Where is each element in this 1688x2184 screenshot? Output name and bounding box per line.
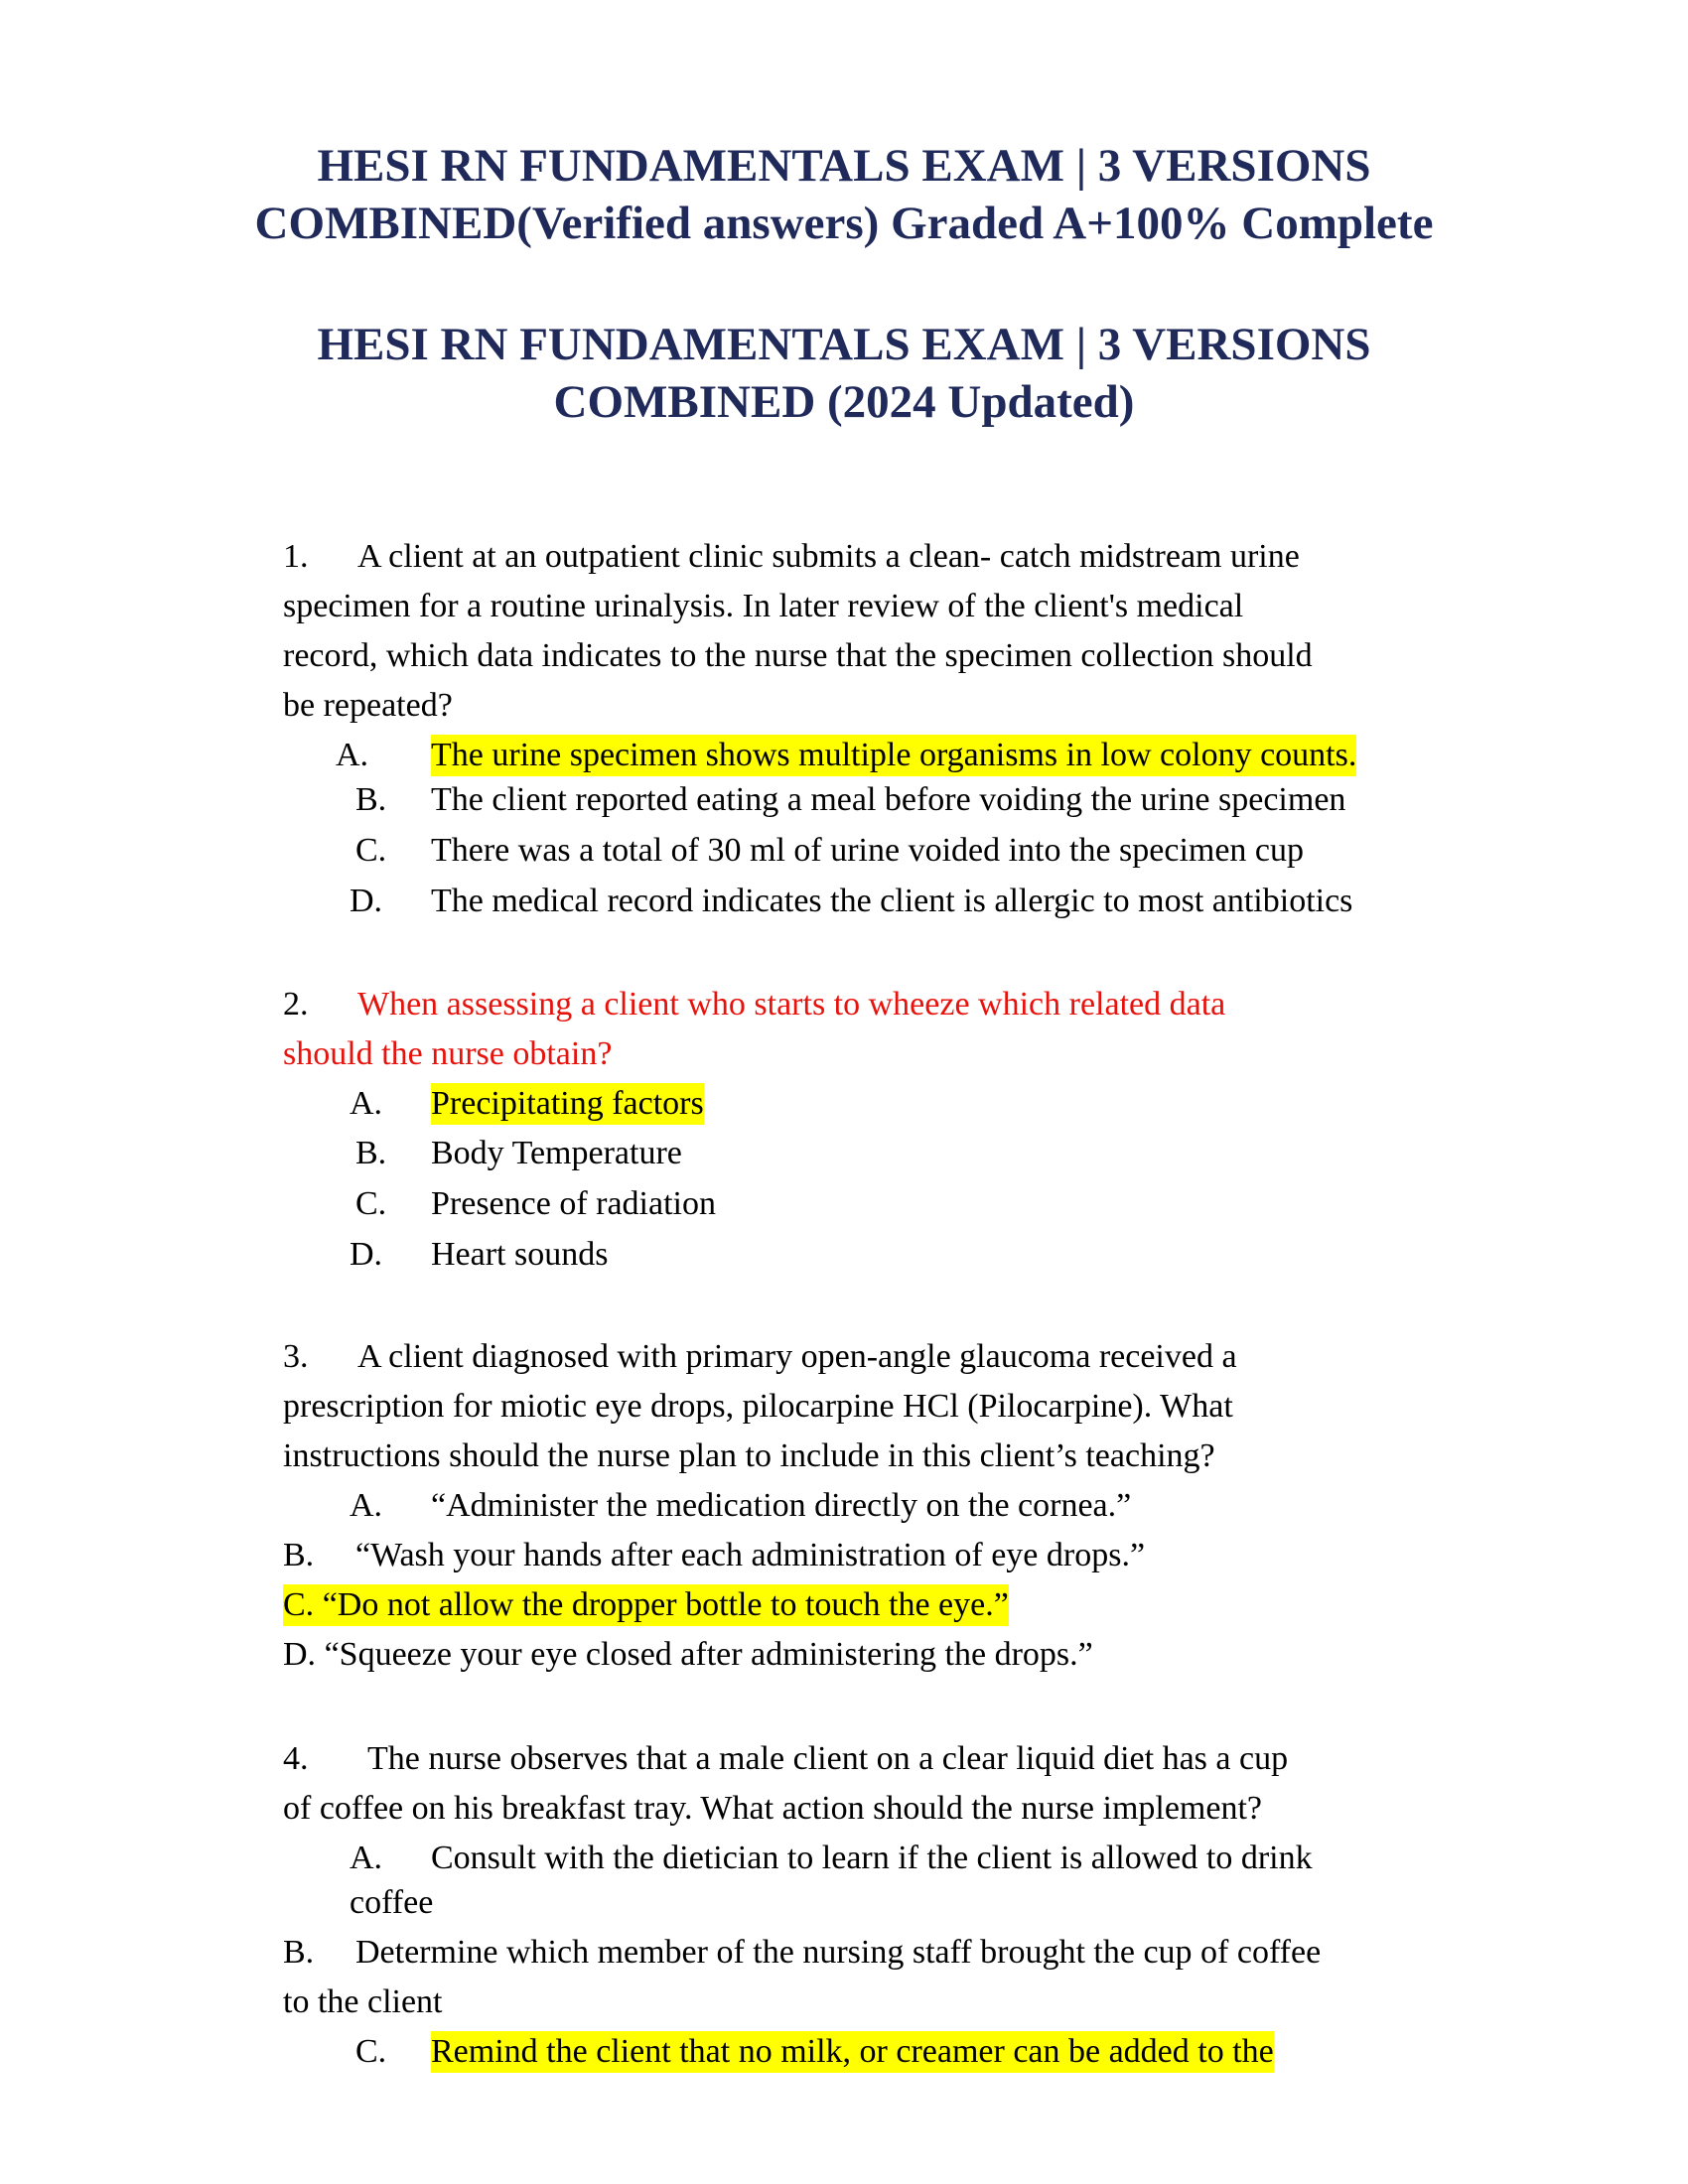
answer-option: Body Temperature [431, 1135, 682, 1171]
question-stem-line: be repeated? [283, 687, 453, 724]
answer-option: The medical record indicates the client is allergic to most antibiotics [431, 883, 1353, 919]
option-letter: B. [355, 781, 387, 818]
option-letter: D. [283, 1636, 317, 1673]
option-text: “Do not allow the dropper bottle to touch the eye.” [322, 1586, 1009, 1623]
answer-option-correct [283, 1584, 1009, 1626]
question-stem-line: record, which data indicates to the nurse that the specimen collection should [283, 637, 1313, 674]
option-letter: B. [283, 1537, 315, 1573]
option-letter: B. [283, 1934, 315, 1971]
question-stem-line: A client at an outpatient clinic submits a clean- catch midstream urine [357, 538, 1300, 575]
question-stem-line: specimen for a routine urinalysis. In later review of the client's medical [283, 588, 1244, 624]
option-letter: A. [350, 1085, 383, 1122]
question-stem-line: prescription for miotic eye drops, pilocarpine HCl (Pilocarpine). What [283, 1388, 1233, 1425]
question-number: 4. [283, 1740, 309, 1777]
answer-option-continuation: to the client [283, 1983, 443, 2020]
question-number: 1. [283, 538, 309, 575]
option-letter: B. [355, 1135, 387, 1171]
question-stem-line: of coffee on his breakfast tray. What action should the nurse implement? [283, 1790, 1262, 1827]
option-letter: C. [355, 1185, 387, 1222]
answer-option-continuation: coffee [350, 1884, 434, 1921]
document-title-1 [0, 137, 1688, 252]
answer-option: “Administer the medication directly on the cornea.” [431, 1487, 1132, 1524]
option-letter: A. [336, 737, 369, 773]
answer-option: The client reported eating a meal before voiding the urine specimen [431, 781, 1346, 818]
option-letter: C. [355, 2033, 387, 2070]
option-letter: A. [350, 1487, 383, 1524]
answer-option [283, 1634, 1093, 1676]
question-stem-line: The nurse observes that a male client on a clear liquid diet has a cup [367, 1740, 1289, 1777]
question-stem-line: When assessing a client who starts to wheeze which related data [357, 986, 1226, 1023]
answer-option: There was a total of 30 ml of urine voided into the specimen cup [431, 832, 1305, 869]
answer-option: “Wash your hands after each administration of eye drops.” [355, 1537, 1146, 1573]
title-2-line-2: COMBINED (2024 Updated) [553, 376, 1135, 428]
option-letter: C. [355, 832, 387, 869]
question-number: 2. [283, 986, 309, 1023]
answer-option: Consult with the dietician to learn if the client is allowed to drink [431, 1840, 1313, 1876]
answer-option: Heart sounds [431, 1236, 609, 1273]
answer-option-correct: The urine specimen shows multiple organisms in low colony counts. [431, 735, 1356, 776]
title-1-line-2: COMBINED(Verified answers) Graded A+100% Complete [254, 198, 1434, 249]
question-stem-line: instructions should the nurse plan to include in this client’s teaching? [283, 1437, 1215, 1474]
option-letter: C. [283, 1586, 315, 1623]
option-letter: A. [350, 1840, 383, 1876]
answer-option: Determine which member of the nursing staff brought the cup of coffee [355, 1934, 1322, 1971]
question-stem-line: A client diagnosed with primary open-angle glaucoma received a [357, 1338, 1237, 1375]
document-title-2 [0, 316, 1688, 431]
option-text: “Squeeze your eye closed after administering the drops.” [324, 1636, 1093, 1673]
question-number: 3. [283, 1338, 309, 1375]
question-stem-line: should the nurse obtain? [283, 1035, 613, 1072]
title-1-line-1: HESI RN FUNDAMENTALS EXAM | 3 VERSIONS [317, 140, 1371, 192]
answer-option-correct: Remind the client that no milk, or creamer can be added to the [431, 2031, 1274, 2073]
answer-option-correct: Precipitating factors [431, 1083, 704, 1125]
title-2-line-1: HESI RN FUNDAMENTALS EXAM | 3 VERSIONS [317, 319, 1371, 370]
option-letter: D. [350, 1236, 383, 1273]
option-letter: D. [350, 883, 383, 919]
answer-option: Presence of radiation [431, 1185, 716, 1222]
